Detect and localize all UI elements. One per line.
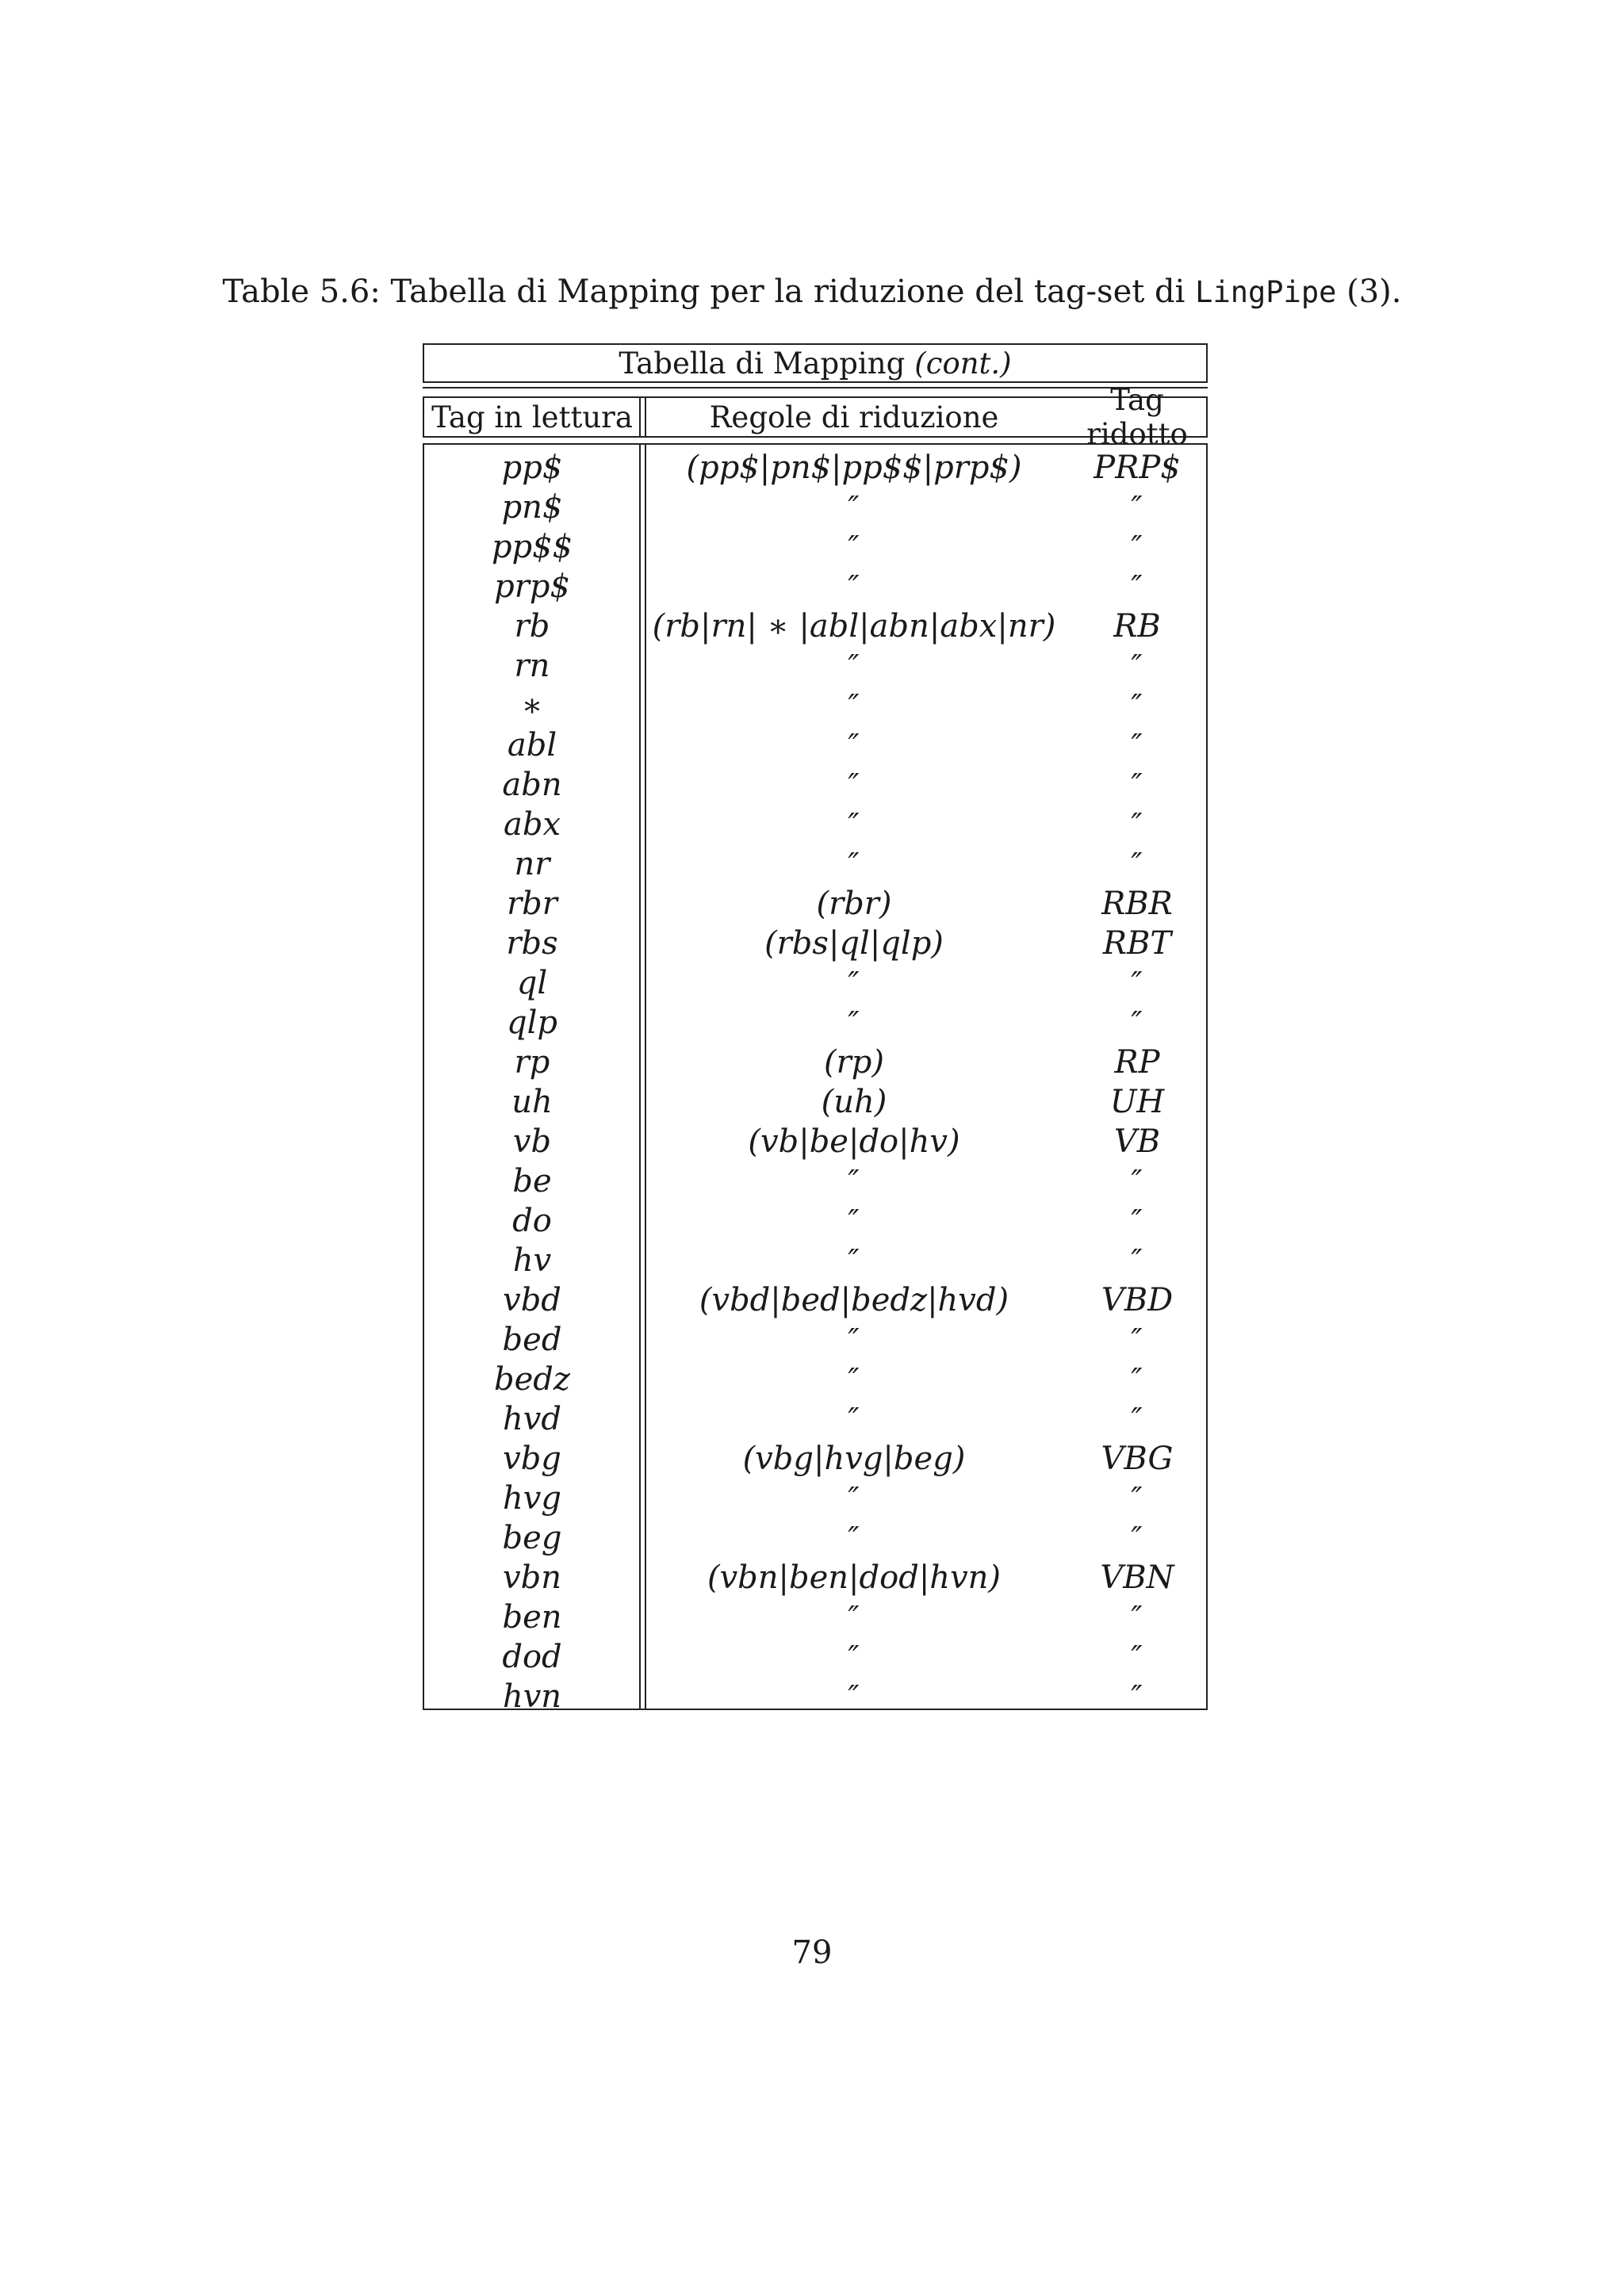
table-row <box>424 1677 1206 1716</box>
cell-tag-ridotto: RB <box>1113 608 1161 645</box>
cell-regola: ″ <box>848 649 860 683</box>
cell-tag-in-lettura: rn <box>514 648 550 684</box>
table-row <box>424 884 1206 924</box>
cell-regola: (vbd|bed|bedz|hvd) <box>699 1282 1009 1318</box>
table-row <box>424 1399 1206 1439</box>
cell-regola: ″ <box>848 1481 860 1516</box>
cell-regola: ″ <box>848 767 860 802</box>
table-row <box>424 1558 1206 1598</box>
cell-tag-in-lettura: hvg <box>503 1480 561 1517</box>
table-row <box>424 1479 1206 1518</box>
cell-regola: ″ <box>848 1164 860 1199</box>
cell-tag-ridotto: ″ <box>1131 966 1143 1001</box>
cell-tag-ridotto: ″ <box>1131 1402 1143 1437</box>
table-row <box>424 1439 1206 1479</box>
table-row <box>424 1241 1206 1280</box>
cell-tag-in-lettura: pp$$ <box>491 529 573 565</box>
cell-regola: ″ <box>848 1243 860 1278</box>
table-row <box>424 805 1206 844</box>
cell-tag-ridotto: ″ <box>1131 1481 1143 1516</box>
cell-regola: ″ <box>848 1600 860 1635</box>
table-title-box <box>423 343 1208 383</box>
cell-tag-ridotto: ″ <box>1131 1362 1143 1397</box>
table-row <box>424 567 1206 607</box>
caption-suffix: (3). <box>1346 274 1402 310</box>
table-row <box>424 765 1206 805</box>
cell-tag-in-lettura: hv <box>512 1242 552 1279</box>
cell-regola: ″ <box>848 530 860 564</box>
cell-regola: ″ <box>848 1362 860 1397</box>
cell-tag-in-lettura: bed <box>502 1322 562 1358</box>
table-row <box>424 1161 1206 1201</box>
cell-regola: ″ <box>848 688 860 723</box>
cell-tag-in-lettura: be <box>512 1163 552 1200</box>
cell-tag-in-lettura: hvd <box>503 1401 561 1437</box>
cell-tag-ridotto: VB <box>1113 1123 1161 1160</box>
cell-regola: (rbr) <box>816 886 892 922</box>
table-row <box>424 1082 1206 1122</box>
cell-tag-ridotto: ″ <box>1131 728 1143 763</box>
cell-regola: ″ <box>848 1005 860 1040</box>
cell-tag-ridotto: RP <box>1114 1044 1160 1081</box>
header-tag-in-lettura: Tag in lettura <box>431 400 633 434</box>
table-row <box>424 1201 1206 1241</box>
cell-tag-in-lettura: vbg <box>503 1441 561 1477</box>
table-row <box>424 1360 1206 1399</box>
cell-tag-in-lettura: abx <box>503 806 561 843</box>
table-row <box>424 1043 1206 1082</box>
table-row <box>424 1003 1206 1043</box>
cell-tag-ridotto: VBG <box>1101 1441 1174 1477</box>
table-row <box>424 924 1206 963</box>
cell-regola: ″ <box>848 1322 860 1357</box>
cell-tag-in-lettura: hvn <box>502 1678 562 1715</box>
cell-tag-in-lettura: beg <box>502 1520 562 1556</box>
cell-tag-ridotto: ″ <box>1131 1640 1143 1674</box>
table-row <box>424 1320 1206 1360</box>
cell-regola: ″ <box>848 807 860 842</box>
cell-tag-ridotto: ″ <box>1131 649 1143 683</box>
cell-tag-in-lettura: nr <box>514 846 550 882</box>
table-title: Tabella di Mapping <box>619 346 906 381</box>
header-tag-ridotto: Tag ridotto <box>1086 383 1188 451</box>
cell-tag-ridotto: ″ <box>1131 847 1143 882</box>
cell-regola: ″ <box>848 847 860 882</box>
cell-regola: (pp$|pn$|pp$$|prp$) <box>686 450 1022 486</box>
cell-tag-in-lettura: prp$ <box>494 568 570 605</box>
cell-tag-in-lettura: ql <box>516 965 548 1001</box>
cell-tag-ridotto: VBN <box>1100 1559 1174 1596</box>
cell-tag-in-lettura: ben <box>502 1599 562 1636</box>
cell-regola: (rp) <box>824 1044 884 1081</box>
table-row <box>424 844 1206 884</box>
table-row <box>424 686 1206 725</box>
cell-regola: (uh) <box>821 1084 887 1120</box>
cell-tag-ridotto: ″ <box>1131 1600 1143 1635</box>
cell-regola: (rb|rn| ∗ |abl|abn|abx|nr) <box>652 608 1056 645</box>
header-regole-di-riduzione: Regole di riduzione <box>709 400 999 434</box>
cell-tag-ridotto: ″ <box>1131 490 1143 525</box>
table-row <box>424 488 1206 527</box>
cell-tag-ridotto: ″ <box>1131 530 1143 564</box>
cell-tag-in-lettura: rbs <box>506 925 558 962</box>
cell-tag-in-lettura: rb <box>514 608 550 645</box>
cell-tag-ridotto: ″ <box>1131 1005 1143 1040</box>
cell-tag-in-lettura: do <box>512 1203 552 1239</box>
cell-tag-in-lettura: abl <box>507 727 557 763</box>
cell-regola: ″ <box>848 1679 860 1714</box>
cell-tag-ridotto: RBR <box>1101 886 1173 922</box>
table-header <box>423 383 1208 451</box>
cell-tag-in-lettura: abn <box>502 767 562 803</box>
table-row <box>424 527 1206 567</box>
cell-tag-ridotto: ″ <box>1131 1203 1143 1238</box>
cell-tag-ridotto: UH <box>1109 1084 1165 1120</box>
cell-regola: (vb|be|do|hv) <box>748 1123 960 1160</box>
cell-tag-ridotto: ″ <box>1131 767 1143 802</box>
cell-tag-ridotto: PRP$ <box>1094 450 1181 486</box>
cell-regola: ″ <box>848 1521 860 1556</box>
cell-tag-ridotto: ″ <box>1131 807 1143 842</box>
cell-tag-ridotto: VBD <box>1101 1282 1174 1318</box>
table-row <box>424 646 1206 686</box>
caption-software-name: LingPipe <box>1195 275 1337 309</box>
cell-tag-in-lettura: vbd <box>503 1282 561 1318</box>
table-row <box>424 1637 1206 1677</box>
cell-regola: ″ <box>848 1402 860 1437</box>
cell-regola: ″ <box>848 728 860 763</box>
table-row <box>424 1280 1206 1320</box>
table-row <box>424 1518 1206 1558</box>
table-row <box>424 448 1206 488</box>
cell-regola: ″ <box>848 569 860 604</box>
cell-regola: (vbg|hvg|beg) <box>742 1441 966 1477</box>
cell-tag-ridotto: ″ <box>1131 1164 1143 1199</box>
cell-regola: (vbn|ben|dod|hvn) <box>707 1559 1002 1596</box>
cell-tag-in-lettura: rbr <box>507 886 557 922</box>
cell-tag-ridotto: ″ <box>1131 1243 1143 1278</box>
cell-tag-ridotto: RBT <box>1102 925 1172 962</box>
table-row <box>424 963 1206 1003</box>
cell-regola: ″ <box>848 1203 860 1238</box>
table-row <box>424 1122 1206 1161</box>
body-double-rule <box>639 445 646 1709</box>
cell-tag-in-lettura: dod <box>502 1639 562 1675</box>
cell-tag-in-lettura: vbn <box>503 1559 561 1596</box>
table-row <box>424 725 1206 765</box>
table-body <box>423 443 1208 1715</box>
cell-tag-ridotto: ″ <box>1131 1322 1143 1357</box>
table-title-note: (cont.) <box>914 346 1012 381</box>
cell-regola: ″ <box>848 490 860 525</box>
cell-tag-in-lettura: bedz <box>494 1361 570 1398</box>
cell-tag-ridotto: ″ <box>1131 688 1143 723</box>
table-row <box>424 607 1206 646</box>
cell-tag-ridotto: ″ <box>1131 569 1143 604</box>
cell-tag-in-lettura: rp <box>514 1044 550 1081</box>
table-caption <box>0 270 1624 315</box>
cell-tag-ridotto: ″ <box>1131 1679 1143 1714</box>
cell-tag-in-lettura: vb <box>512 1123 552 1160</box>
cell-tag-ridotto: ″ <box>1131 1521 1143 1556</box>
cell-tag-in-lettura: pp$ <box>501 450 563 486</box>
cell-regola: ″ <box>848 966 860 1001</box>
caption-prefix: Table 5.6: Tabella di Mapping per la riduzione del tag-set di <box>222 274 1185 310</box>
page-number: 79 <box>791 1934 833 1971</box>
cell-tag-in-lettura: pn$ <box>501 489 563 526</box>
table-row <box>424 1598 1206 1637</box>
cell-tag-in-lettura: qlp <box>506 1004 557 1041</box>
cell-regola: (rbs|ql|qlp) <box>764 925 944 962</box>
cell-regola: ″ <box>848 1640 860 1674</box>
cell-tag-in-lettura: ∗ <box>521 687 543 724</box>
cell-tag-in-lettura: uh <box>511 1084 553 1120</box>
